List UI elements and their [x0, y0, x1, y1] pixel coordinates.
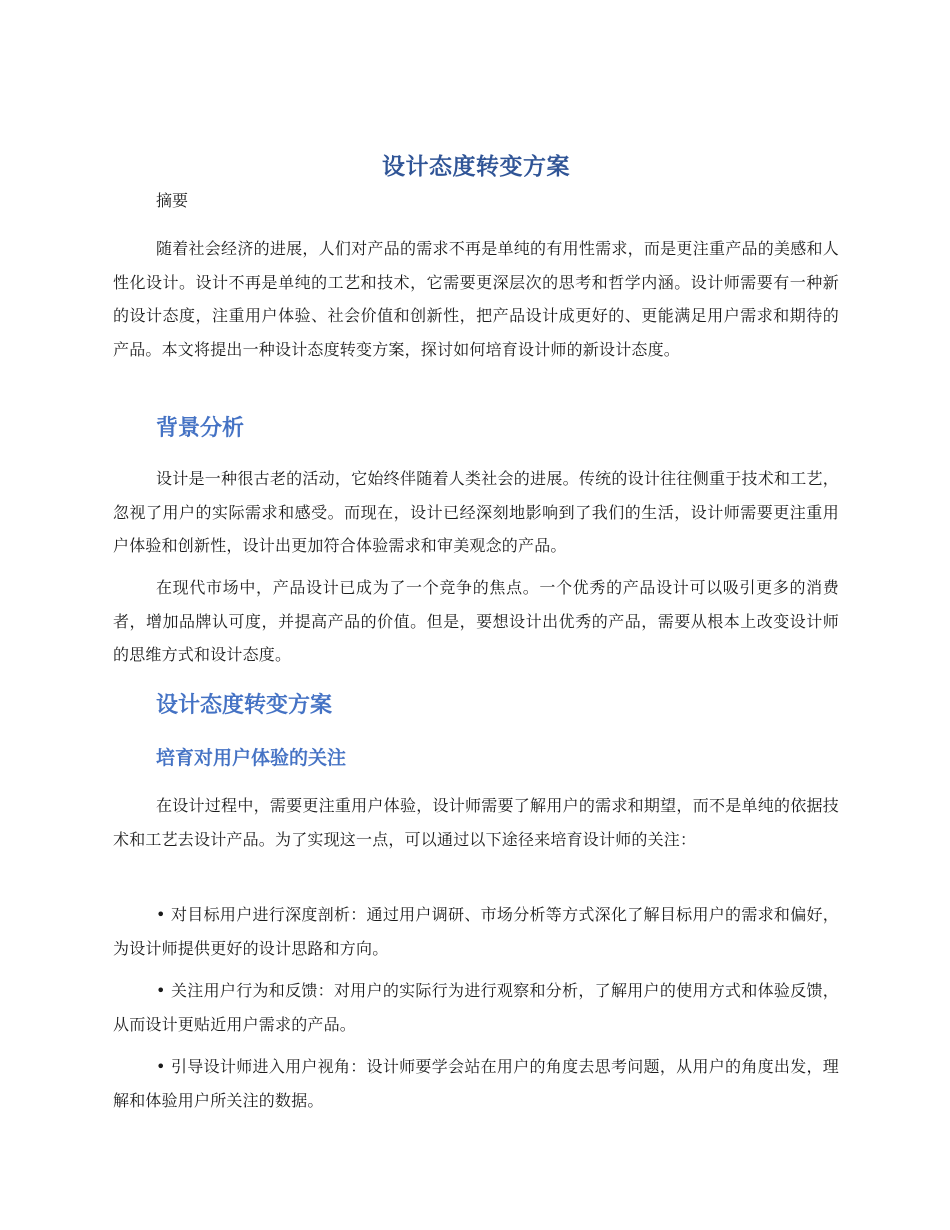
background-paragraph-1: 设计是一种很古老的活动，它始终伴随着人类社会的进展。传统的设计往往侧重于技术和工艺，忽视了用户的实际需求和感受。而现在，设计已经深刻地影响到了我们的生活，设计师需要更注重用户体验和创新性，设计出更加符合体验需求和审美观念的产品。 [113, 469, 839, 555]
document-title: 设计态度转变方案 [382, 154, 570, 180]
section-heading-background: 背景分析 [156, 416, 245, 441]
bullet-item-1: • 对目标用户进行深度剖析：通过用户调研、市场分析等方式深化了解目标用户的需求和偏好，为设计师提供更好的设计思路和方向。 [113, 905, 839, 958]
bullet-item-2: • 关注用户行为和反馈：对用户的实际行为进行观察和分析，了解用户的使用方式和体验反馈，从而设计更贴近用户需求的产品。 [113, 981, 839, 1034]
abstract-label: 摘要 [156, 191, 189, 210]
section-heading-plan: 设计态度转变方案 [156, 693, 333, 718]
background-paragraph-2: 在现代市场中，产品设计已成为了一个竞争的焦点。一个优秀的产品设计可以吸引更多的消费者，增加品牌认可度，并提高产品的价值。但是，要想设计出优秀的产品，需要从根本上改变设计师的思维方式和设计态度。 [113, 578, 839, 664]
user-experience-intro: 在设计过程中，需要更注重用户体验，设计师需要了解用户的需求和期望，而不是单纯的依据技术和工艺去设计产品。为了实现这一点，可以通过以下途径来培育设计师的关注： [113, 796, 839, 849]
bullet-item-3: • 引导设计师进入用户视角：设计师要学会站在用户的角度去思考问题，从用户的角度出发，理解和体验用户所关注的数据。 [113, 1057, 839, 1110]
subsection-heading-user-experience: 培育对用户体验的关注 [156, 747, 347, 769]
abstract-paragraph: 随着社会经济的进展，人们对产品的需求不再是单纯的有用性需求，而是更注重产品的美感和人性化设计。设计不再是单纯的工艺和技术，它需要更深层次的思考和哲学内涵。设计师需要有一种新的设计态度，注重用户体验、社会价值和创新性，把产品设计成更好的、更能满足用户需求和期待的产品。本文将提出一种设计态度转变方案，探讨如何培育设计师的新设计态度。 [113, 239, 839, 359]
